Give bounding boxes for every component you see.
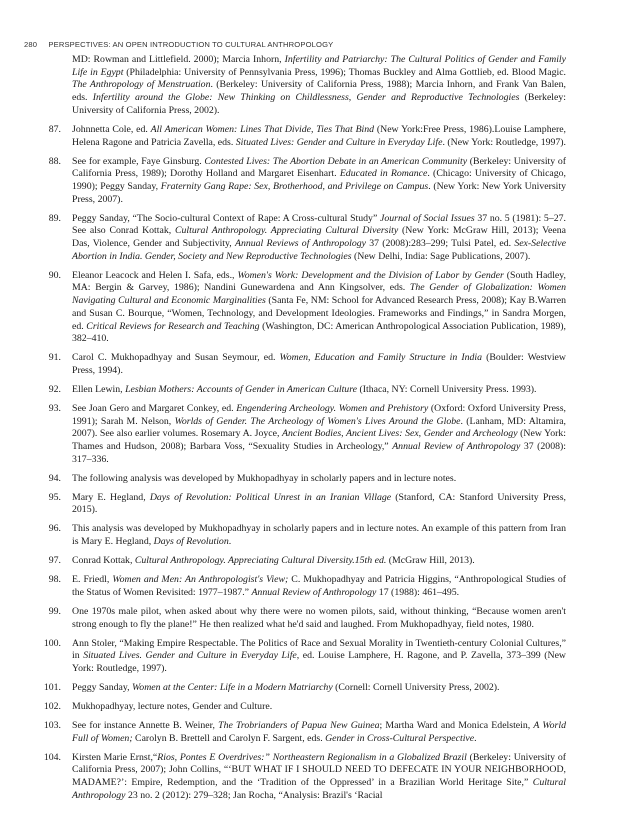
endnote-title-italic: All American Women: Lines That Divide, Ties That Bind <box>150 123 375 135</box>
endnotes-list <box>43 54 567 809</box>
endnote-text-segment: (McGraw Hill, 2013). <box>386 555 475 567</box>
endnote-text-segment: (Berkeley: University of California Press, 2002). <box>72 92 566 116</box>
endnote-text <box>72 555 566 568</box>
endnote-text-segment: MD: Rowman and Littlefield. 2000); Marcia Inhorn, <box>72 54 285 65</box>
running-title: PERSPECTIVES: AN OPEN INTRODUCTION TO CULTURAL ANTHROPOLOGY <box>48 40 334 49</box>
endnote-title-italic: Annual Review of Anthropology <box>392 441 521 453</box>
page-number: 280 <box>24 40 38 49</box>
endnote-title-italic: Lesbian Mothers: Accounts of Gender in American Culture <box>125 383 357 395</box>
endnote <box>43 719 566 745</box>
endnote <box>43 681 566 695</box>
endnote-number: 99. <box>48 605 61 617</box>
endnote-text <box>72 403 566 467</box>
endnote-title-italic: Rios, Pontes E Overdrives:” Northeastern Regionalism in a Globalized Brazil <box>157 751 467 763</box>
endnote-title-italic: Situated Lives. Gender and Culture in Everyday Life <box>83 650 297 662</box>
endnote-text-segment: The following analysis was developed by Mukhopadhyay in scholarly papers and in lecture notes. <box>72 472 457 484</box>
endnote-text-segment: Peggy Sanday, <box>72 681 133 693</box>
endnote-text-segment: Peggy Sanday, “The Socio-cultural Context of Rape: A Cross-cultural Study” <box>72 212 380 224</box>
endnote-title-italic: Journal of Social Issues <box>380 212 475 224</box>
endnote-number: 93. <box>48 402 61 414</box>
endnote-text <box>72 574 566 599</box>
endnote-number: 103. <box>43 719 61 731</box>
endnote-text-segment: One 1970s male pilot, when asked about why there were no women pilots, said, without thinking, “Because women aren't strong enough to fly the plane!” He then realized what he'd said and laughed. From Mukhopadhyay, field notes, 1980. <box>72 605 566 630</box>
endnote-text-segment: (South Hadley, MA: Bergin & Garvey, 1986); Nandini Gunewardena and Ann Kingsolver, eds. <box>72 269 566 294</box>
endnote-text-segment: (New York: McGraw Hill, 2013); Veena Das, Violence, Gender and Subjectivity, <box>72 225 566 250</box>
endnote-number: 98. <box>48 574 61 586</box>
endnote-text-segment: . <box>474 732 477 744</box>
endnote-text <box>72 752 566 803</box>
endnote-title-italic: Engendering Archeology. Women and Prehistory <box>236 402 429 414</box>
endnote-title-italic: The Gender of Globalization: Women Navigating Cultural and Economic Marginalities <box>72 282 566 307</box>
endnote-text-segment: See for example, Faye Ginsburg. <box>72 155 205 167</box>
endnote-title-italic: The Anthropology of Menstruation <box>72 79 211 91</box>
endnote <box>48 383 566 397</box>
endnote-text-segment: 37 no. 5 (1981): 5–27. See also Conrad Kottak, <box>72 212 566 237</box>
endnote-title-italic: Cultural Anthropology. Appreciating Cultural Diversity <box>174 225 399 237</box>
endnote-text <box>72 352 566 377</box>
endnote <box>48 212 566 264</box>
endnote-text-segment: ; Martha Ward and Monica Edelstein, <box>379 719 534 731</box>
endnote-number: 87. <box>48 123 61 135</box>
endnote-title-italic: Women at the Center: Life in a Modern Matriarchy <box>132 681 333 693</box>
endnote-text <box>72 701 566 714</box>
endnote-text-segment: . (Berkeley: University of California Press, 1988); Marcia Inhorn, and Frank Van Balen, eds. <box>72 79 567 104</box>
endnote-text-segment: . <box>228 536 232 548</box>
endnote-text-segment: (Cornell: Cornell University Press, 2002). <box>332 681 500 693</box>
endnote-title-italic: Women's Work: Development and the Division of Labor by Gender <box>237 269 504 281</box>
endnote-text-segment: (Santa Fe, NM: School for Advanced Research Press, 2008); Kay B.Warren and Susan C. Bourque, “Women, Technology, and Development Ideologies. Frameworks and Findings,” in Sandra Morgen, ed. <box>72 295 566 332</box>
endnote-text-segment: Ann Stoler, “Making Empire Respectable. The Politics of Race and Sexual Morality in Twentieth-century Colonial Cultures,” in <box>72 637 566 662</box>
endnote-text-segment: This analysis was developed by Mukhopadhyay in scholarly papers and in lecture notes. An example of this pattern from Iran is Mary E. Hegland, <box>72 523 566 548</box>
endnote <box>43 700 566 714</box>
endnote-text-segment: (Berkeley: University of California Press, 2007); John Collins, “‘BUT WHAT IF I SHOULD NEED TO DEFECATE IN YOUR NEIGHBORHOOD, MADAME?’: Empire, Redemption, and the ‘Tradition of the Oppressed’ in a Brazilian World Heritage Site,” <box>72 751 566 789</box>
endnote-title-italic: Infertility and Patriarchy: The Cultural Politics of Gender and Family Life in Egypt <box>72 54 566 78</box>
endnote-title-italic: Contested Lives: The Abortion Debate in an American Community <box>204 155 468 167</box>
endnote-number: 97. <box>48 555 61 567</box>
endnote <box>48 555 566 568</box>
endnote-text-segment: . (Chicago: University of Chicago, 1990); Peggy Sanday, <box>72 168 567 192</box>
endnote-text-segment: (Berkeley: University of California Press, 1989); Dorothy Holland and Margaret Eisenhart. <box>72 155 566 180</box>
endnote <box>48 472 566 486</box>
endnote-title-italic: Educated in Romance <box>339 168 428 180</box>
endnote-text <box>72 156 566 207</box>
endnote-text <box>72 54 566 118</box>
endnote-text <box>72 473 566 486</box>
endnote-number: 104. <box>43 751 61 763</box>
endnote-title-italic: Worlds of Gender. The Archeology of Women's Lives Around the Globe <box>174 415 461 427</box>
endnote-text-segment: , ed. Louise Lamphere, H. Ragone, and P. Zavella, 373–399 (New York: Routledge, 1997). <box>72 650 567 674</box>
endnote-title-italic: Gender in Cross-Cultural Perspective <box>325 732 475 744</box>
endnote-text <box>72 270 566 346</box>
endnote <box>48 402 567 467</box>
endnote-text-segment: (Ithaca, NY: Cornell University Press. 1993). <box>357 383 537 395</box>
endnote-text-segment: (Boulder: Westview Press, 1994). <box>72 352 566 376</box>
running-header <box>24 40 333 49</box>
endnote-number: 102. <box>43 700 61 712</box>
endnote-text-segment: Ellen Lewin, <box>72 383 126 395</box>
endnote-title-italic: Critical Reviews for Research and Teaching <box>86 320 260 332</box>
endnote-text-segment: 37 (2008):283–299; Tulsi Patel, ed. <box>365 238 515 250</box>
endnote <box>48 574 567 599</box>
endnote-text-segment: Eleanor Leacock and Helen I. Safa, eds., <box>72 269 238 281</box>
endnote-text-segment: Conrad Kottak, <box>72 555 135 567</box>
endnote-text <box>72 638 566 676</box>
endnote-text-segment: Carol C. Mukhopadhyay and Susan Seymour, ed. <box>72 352 280 364</box>
endnote-title-italic: Sex-Selective Abortion in India. Gender, Society and New Reproductive Technologies <box>72 238 566 262</box>
endnote-title-italic: Days of Revolution <box>153 536 229 548</box>
endnote-title-italic: Ancient Bodies, Ancient Lives: Sex, Gender and Archeology <box>282 428 518 440</box>
endnote-text <box>72 606 566 631</box>
endnote-text-segment: . (New York: Routledge, 1997). <box>442 136 567 148</box>
endnote-title-italic: The Trobrianders of Papua New Guinea <box>218 719 380 731</box>
endnote-title-italic: Infertility around the Globe: New Thinking on Childlessness, Gender and Reproductive Technologies <box>92 92 520 104</box>
endnote-number: 95. <box>48 491 61 503</box>
endnote-text-segment: Carolyn B. Brettell and Carolyn F. Sargent, eds. <box>132 732 326 744</box>
endnote-text-segment: (New Delhi, India: Sage Publications, 2007). <box>351 250 531 262</box>
endnote <box>48 352 566 377</box>
endnote-text-segment: . (New York: New York University Press, 2007). <box>72 180 566 205</box>
endnote-title-italic: Women and Men: An Anthropologist's View; <box>112 574 289 586</box>
endnote-text <box>72 492 566 517</box>
endnote <box>48 523 566 548</box>
endnote-text-segment: (New York: Thames and Hudson, 2008); Barbara Voss, “Sexuality Studies in Archeology,” <box>72 428 566 453</box>
endnote <box>43 637 567 676</box>
endnote-text-segment: See for instance Annette B. Weiner, <box>72 719 219 731</box>
endnote-text <box>72 124 566 149</box>
endnote-number: 90. <box>48 269 61 281</box>
endnote-text-segment: (Stanford, CA: Stanford University Press, 2015). <box>72 491 566 516</box>
endnote-text <box>72 682 566 695</box>
endnote-title-italic: Fraternity Gang Rape: Sex, Brotherhood, and Privilege on Campus <box>160 180 429 192</box>
endnote <box>48 155 567 207</box>
endnote-title-italic: Cultural Anthropology <box>72 777 566 801</box>
endnote-title-italic: Situated Lives: Gender and Culture in Everyday Life <box>235 136 443 148</box>
endnote-text <box>72 720 566 745</box>
endnote <box>48 491 566 517</box>
endnote-text-segment: (Washington, DC: American Anthropological Association Publication, 1989), 382–410. <box>72 320 566 345</box>
endnote-number: 96. <box>48 523 61 535</box>
endnote-text-segment: E. Friedl, <box>72 574 113 586</box>
endnote <box>48 269 566 346</box>
endnote-text-segment: . (Lanham, MD: Altamira, 2007). See also earlier volumes. Rosemary A. Joyce, <box>72 415 567 440</box>
endnote-number: 92. <box>48 383 61 395</box>
endnote-title-italic: Women, Education and Family Structure in India <box>279 352 483 364</box>
endnote-text <box>72 213 566 264</box>
endnote-text-segment: Kirsten Marie Ernst,“ <box>72 751 158 763</box>
endnote <box>72 54 566 118</box>
endnote-text-segment: 23 no. 2 (2012): 279–328; Jan Rocha, “Analysis: Brazil's ‘Racial <box>125 789 383 801</box>
endnote <box>43 751 566 803</box>
endnote-title-italic: Annual Reviews of Anthropology <box>234 238 366 250</box>
endnote-text-segment: Mukhopadhyay, lecture notes, Gender and Culture. <box>72 700 273 712</box>
endnote-number: 101. <box>43 681 61 693</box>
endnote-text-segment: (Philadelphia: University of Pennsylvania Press, 1996); Thomas Buckley and Alma Gottlieb, ed. Blood Magic. <box>123 66 566 78</box>
endnote-text-segment: 37 (2008): 317–336. <box>72 441 566 465</box>
endnote-number: 94. <box>48 472 61 484</box>
endnote-text-segment: See Joan Gero and Margaret Conkey, ed. <box>72 402 237 414</box>
endnote <box>48 123 567 149</box>
endnote-text-segment: Mary E. Hegland, <box>72 491 150 503</box>
endnote <box>48 605 566 631</box>
endnote-title-italic: Cultural Anthropology. Appreciating Cultural Diversity.15th ed. <box>134 555 387 567</box>
endnote-number: 91. <box>48 352 61 364</box>
endnote-number: 89. <box>48 212 61 224</box>
endnote-text-segment: 17 (1988): 461–495. <box>376 586 460 598</box>
endnote-number: 100. <box>43 637 61 649</box>
endnote-text <box>72 384 566 397</box>
endnote-text-segment: Johnnetta Cole, ed. <box>72 123 151 135</box>
endnote-text-segment: (Oxford: Oxford University Press, 1991); Sarah M. Nelson, <box>72 402 567 427</box>
endnote-text-segment: (New York:Free Press, 1986).Louise Lamphere, Helena Ragone and Patricia Zavella, eds. <box>72 123 567 148</box>
endnote-number: 88. <box>48 155 61 167</box>
endnote-text-segment: C. Mukhopadhyay and Patricia Higgins, “Anthropological Studies of the Status of Women Revisited: 1977–1987.” <box>72 574 567 598</box>
endnote-title-italic: Days of Revolution: Political Unrest in an Iranian Village <box>149 491 392 503</box>
endnote-text <box>72 523 566 548</box>
endnote-title-italic: A World Full of Women; <box>72 719 566 744</box>
endnote-title-italic: Annual Review of Anthropology <box>251 586 377 598</box>
